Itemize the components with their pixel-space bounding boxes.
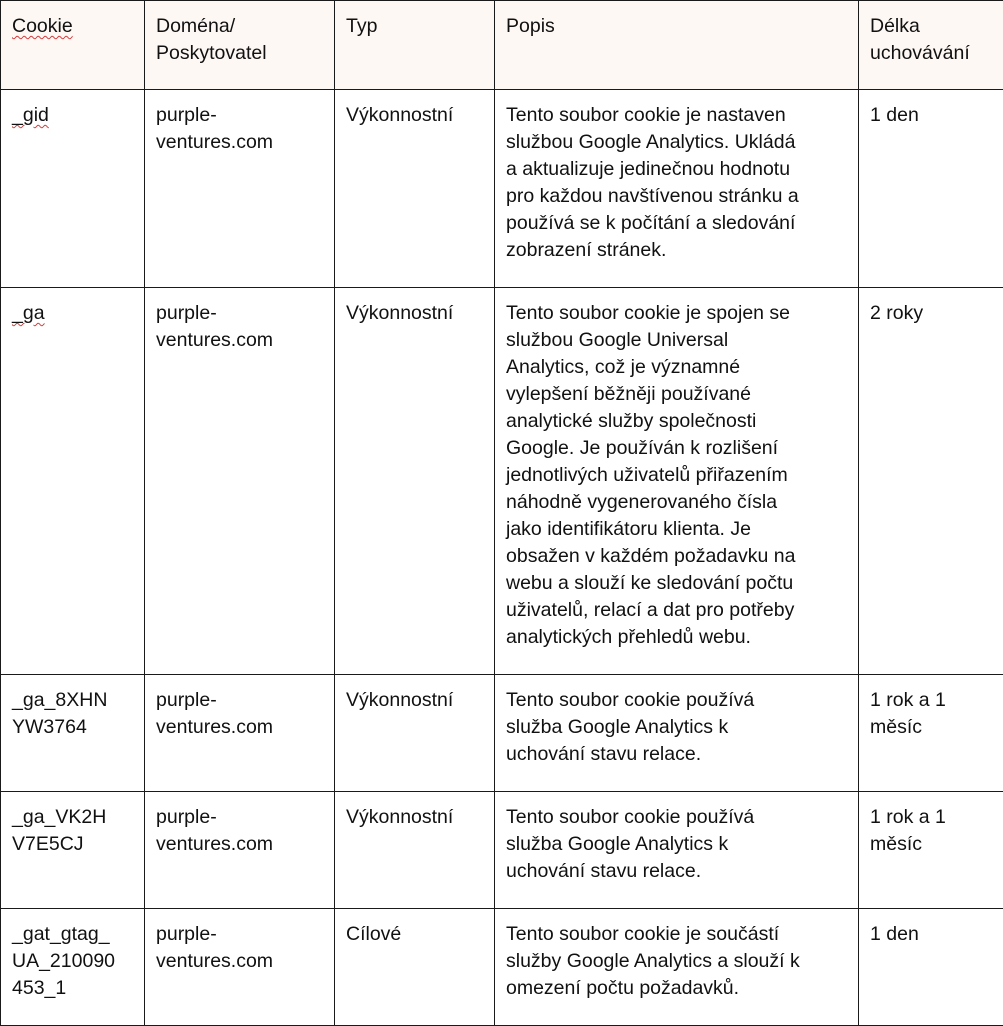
cookie-type: Výkonnostní bbox=[346, 300, 484, 327]
cell-type bbox=[335, 675, 495, 792]
cell-cookie bbox=[1, 675, 145, 792]
cookie-name: _gid bbox=[12, 102, 134, 129]
cell-type bbox=[335, 792, 495, 909]
cookie-description: Tento soubor cookie je nastaven službou Google Analytics. Ukládá a aktualizuje jedinečnou hodnotu pro každou navštívenou stránku a používá se k počítání a sledování zobrazení stránek. bbox=[506, 102, 848, 264]
cell-retention bbox=[859, 288, 1003, 675]
cell-type bbox=[335, 909, 495, 1026]
header-type-label: Typ bbox=[346, 13, 484, 40]
table-row bbox=[1, 675, 1003, 792]
cookie-retention: 1 den bbox=[870, 102, 993, 129]
cookie-domain: purple- ventures.com bbox=[156, 804, 324, 858]
cookie-description: Tento soubor cookie používá služba Google Analytics k uchování stavu relace. bbox=[506, 687, 848, 768]
cookie-retention: 2 roky bbox=[870, 300, 993, 327]
header-retention-label: Délka uchovávání bbox=[870, 13, 993, 67]
cell-cookie bbox=[1, 909, 145, 1026]
cookie-name: _ga_VK2H V7E5CJ bbox=[12, 804, 134, 858]
cell-domain bbox=[145, 792, 335, 909]
header-domain-label: Doména/ Poskytovatel bbox=[156, 13, 324, 67]
cell-domain bbox=[145, 909, 335, 1026]
cookie-domain: purple- ventures.com bbox=[156, 687, 324, 741]
cookie-type: Výkonnostní bbox=[346, 804, 484, 831]
table-row bbox=[1, 288, 1003, 675]
cookie-name: _gat_gtag_ UA_210090 453_1 bbox=[12, 921, 134, 1002]
cookie-name: _ga_8XHN YW3764 bbox=[12, 687, 134, 741]
cell-description bbox=[495, 909, 859, 1026]
header-retention bbox=[859, 1, 1003, 90]
cell-description bbox=[495, 90, 859, 288]
cookie-description: Tento soubor cookie je spojen se službou Google Universal Analytics, což je významné vylepšení běžněji používané analytické služby společnosti Google. Je používán k rozlišení jednotlivých uživatelů přiřazením náhodně vygenerovaného čísla jako identifikátoru klienta. Je obsažen v každém požadavku na webu a slouží ke sledování počtu uživatelů, relací a dat pro potřeby analytických přehledů webu. bbox=[506, 300, 848, 651]
header-domain bbox=[145, 1, 335, 90]
cell-description bbox=[495, 288, 859, 675]
table-header-row bbox=[1, 1, 1003, 90]
cell-retention bbox=[859, 792, 1003, 909]
cell-retention bbox=[859, 90, 1003, 288]
cookie-domain: purple- ventures.com bbox=[156, 102, 324, 156]
header-cookie bbox=[1, 1, 145, 90]
cell-cookie bbox=[1, 792, 145, 909]
cell-retention bbox=[859, 675, 1003, 792]
cookie-description: Tento soubor cookie je součástí služby Google Analytics a slouží k omezení počtu požadavků. bbox=[506, 921, 848, 1002]
cell-retention bbox=[859, 909, 1003, 1026]
cookie-name: _ga bbox=[12, 300, 134, 327]
cookie-retention: 1 rok a 1 měsíc bbox=[870, 687, 993, 741]
cell-cookie bbox=[1, 90, 145, 288]
cookie-retention: 1 den bbox=[870, 921, 993, 948]
cell-domain bbox=[145, 288, 335, 675]
header-description-label: Popis bbox=[506, 13, 848, 40]
cookie-domain: purple- ventures.com bbox=[156, 300, 324, 354]
cookie-type: Výkonnostní bbox=[346, 687, 484, 714]
table-row bbox=[1, 909, 1003, 1026]
header-cookie-label: Cookie bbox=[12, 13, 134, 40]
cell-description bbox=[495, 675, 859, 792]
cell-description bbox=[495, 792, 859, 909]
header-type bbox=[335, 1, 495, 90]
cell-type bbox=[335, 90, 495, 288]
cookie-description: Tento soubor cookie používá služba Google Analytics k uchování stavu relace. bbox=[506, 804, 848, 885]
cell-type bbox=[335, 288, 495, 675]
cell-cookie bbox=[1, 288, 145, 675]
cell-domain bbox=[145, 90, 335, 288]
cookie-type: Cílové bbox=[346, 921, 484, 948]
cell-domain bbox=[145, 675, 335, 792]
table-row bbox=[1, 792, 1003, 909]
cookie-type: Výkonnostní bbox=[346, 102, 484, 129]
table-row bbox=[1, 90, 1003, 288]
header-description bbox=[495, 1, 859, 90]
cookie-domain: purple- ventures.com bbox=[156, 921, 324, 975]
cookie-retention: 1 rok a 1 měsíc bbox=[870, 804, 993, 858]
